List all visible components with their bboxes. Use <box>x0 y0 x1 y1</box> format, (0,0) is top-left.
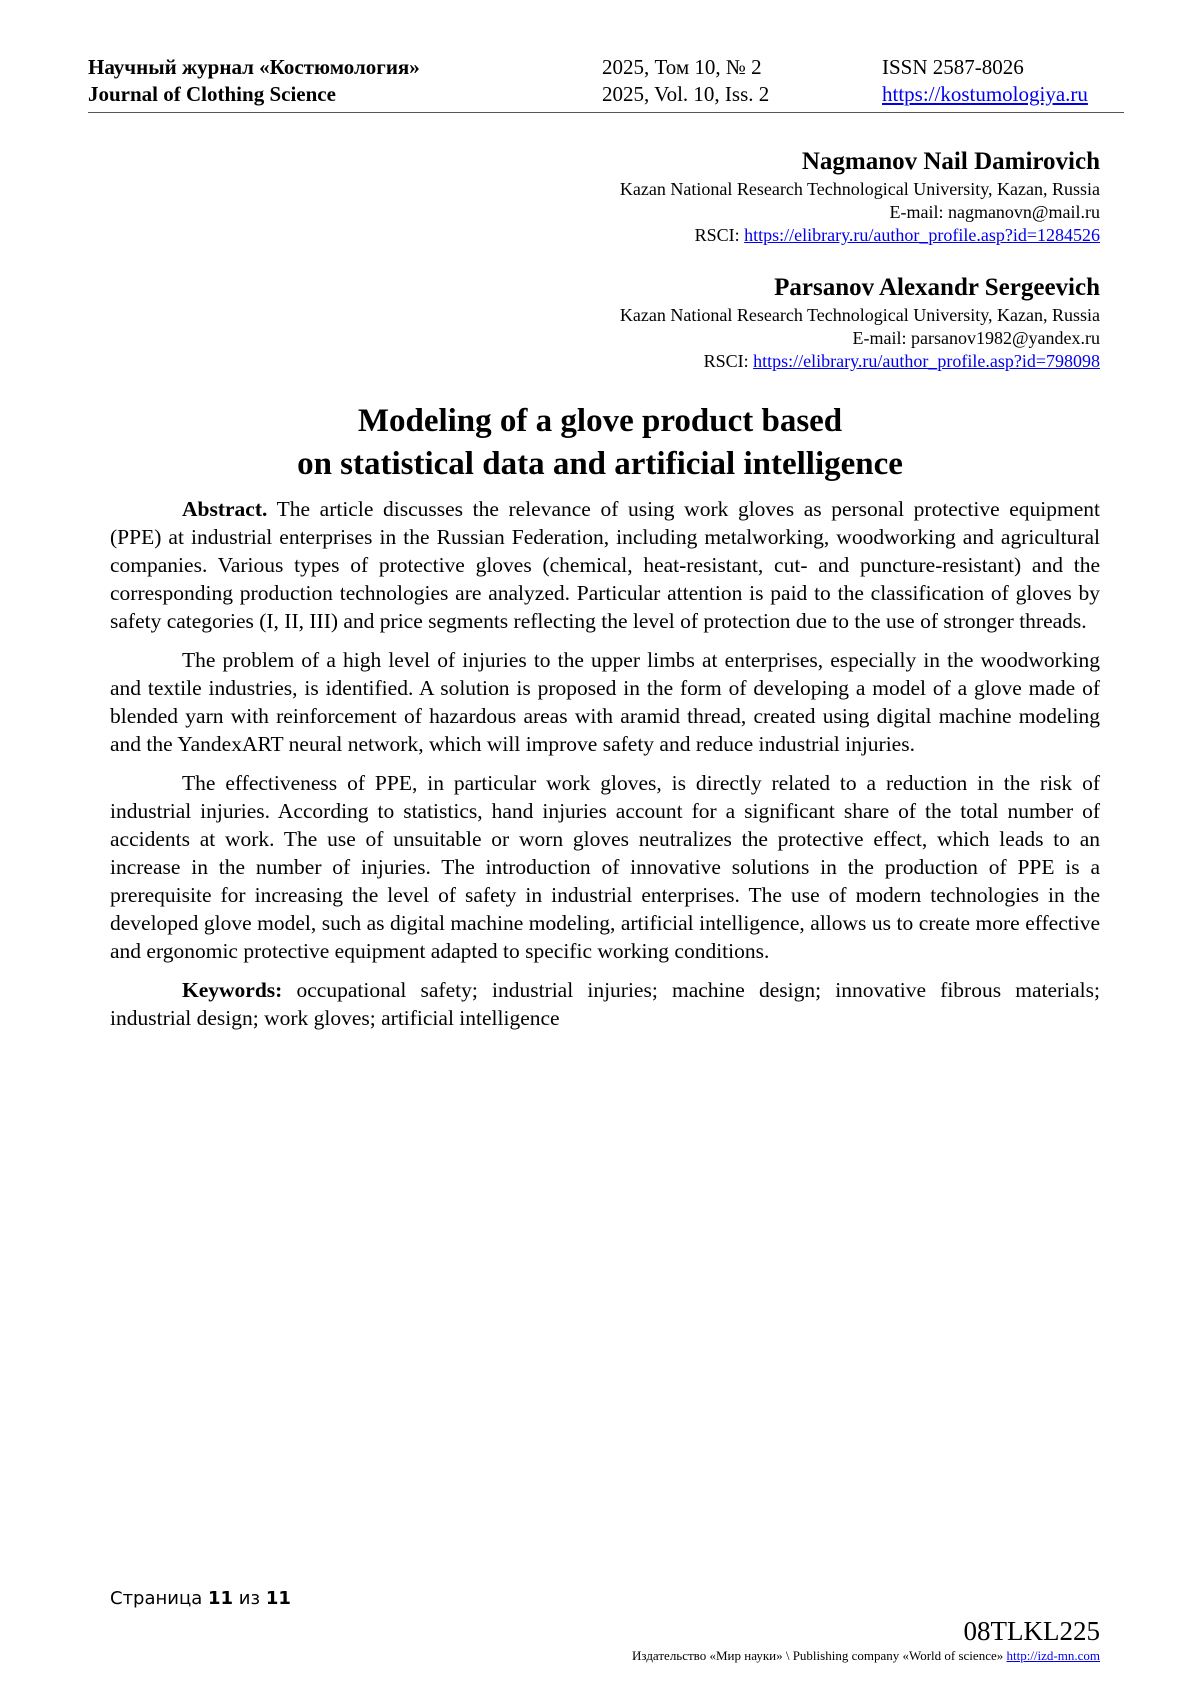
journal-name <box>88 54 420 108</box>
author-name: Nagmanov Nail Damirovich <box>801 148 1100 175</box>
publisher-text: Издательство «Мир науки» \ Publishing company «World of science» <box>632 1648 1004 1663</box>
title-line-1: Modeling of a glove product based <box>357 403 843 439</box>
page-number <box>110 1588 291 1609</box>
rsci-link[interactable]: https://elibrary.ru/author_profile.asp?id=798098 <box>753 351 1100 371</box>
abstract-label: Abstract. <box>182 497 268 521</box>
publisher-link[interactable]: http://izd-mn.com <box>1006 1648 1100 1663</box>
keywords-label: Keywords: <box>182 978 283 1002</box>
issn: ISSN 2587-8026 <box>882 55 1024 79</box>
keywords-text: occupational safety; industrial injuries; machine design; innovative fibrous materials; industrial design; work gloves; artificial intelligence <box>110 978 1100 1030</box>
rsci-label: RSCI: <box>703 351 749 371</box>
abstract-section <box>110 495 1100 1043</box>
rsci-label: RSCI: <box>694 225 740 245</box>
journal-name-en: Journal of Clothing Science <box>88 82 336 106</box>
keywords-paragraph <box>110 976 1100 1032</box>
author-block-1 <box>620 146 1100 247</box>
abstract-paragraph-3: The effectiveness of PPE, in particular work gloves, is directly related to a reduction in the risk of industrial injuries. According to statistics, hand injuries account for a significant share of the total number of accidents at work. The use of unsuitable or worn gloves neutralizes the protective effect, which leads to an increase in the number of injuries. The introduction of innovative solutions in the production of PPE is a prerequisite for increasing the level of safety in industrial enterprises. The use of modern technologies in the developed glove model, such as digital machine modeling, artificial intelligence, allows us to create more effective and ergonomic protective equipment adapted to specific working conditions. <box>110 771 1100 963</box>
publisher-line <box>632 1648 1100 1664</box>
author-email: E-mail: parsanov1982@yandex.ru <box>852 328 1100 348</box>
abstract-text-1: The article discusses the relevance of using work gloves as personal protective equipment (PPE) at industrial enterprises in the Russian Federation, including metalworking, woodworking and agricultural companies. Various types of protective gloves (chemical, heat-resistant, cut- and puncture-resistant) and the corresponding production technologies are analyzed. Particular attention is paid to the classification of gloves by safety categories (I, II, III) and price segments reflecting the level of protection due to the use of stronger threads. <box>110 497 1100 633</box>
author-affiliation: Kazan National Research Technological University, Kazan, Russia <box>619 305 1100 325</box>
author-affiliation: Kazan National Research Technological University, Kazan, Russia <box>619 179 1100 199</box>
journal-name-ru: Научный журнал «Костюмология» <box>88 55 420 79</box>
author-name: Parsanov Alexandr Sergeevich <box>774 274 1100 301</box>
article-title <box>0 400 1200 486</box>
page-word: Страница <box>110 1588 203 1609</box>
article-code: 08TLKL225 <box>963 1616 1100 1646</box>
page-of: из <box>238 1588 261 1609</box>
issue-ru: 2025, Том 10, № 2 <box>602 55 762 79</box>
rsci-link[interactable]: https://elibrary.ru/author_profile.asp?id=1284526 <box>744 225 1100 245</box>
abstract-paragraph-1 <box>110 495 1100 635</box>
issue-en: 2025, Vol. 10, Iss. 2 <box>602 82 770 106</box>
title-line-2: on statistical data and artificial intelligence <box>297 446 903 482</box>
page-total: 11 <box>265 1588 291 1609</box>
author-rsci <box>620 350 1100 373</box>
journal-website-link[interactable]: https://kostumologiya.ru <box>882 82 1088 106</box>
page-current: 11 <box>208 1588 234 1609</box>
issn-block <box>882 54 1088 108</box>
author-rsci <box>620 224 1100 247</box>
author-email: E-mail: nagmanovn@mail.ru <box>889 202 1100 222</box>
running-header <box>88 52 1124 113</box>
issue-info <box>602 54 769 108</box>
abstract-paragraph-2: The problem of a high level of injuries to the upper limbs at enterprises, especially in the woodworking and textile industries, is identified. A solution is proposed in the form of developing a model of a glove made of blended yarn with reinforcement of hazardous areas with aramid thread, created using digital machine modeling and the YandexART neural network, which will improve safety and reduce industrial injuries. <box>110 648 1100 756</box>
author-block-2 <box>620 272 1100 373</box>
